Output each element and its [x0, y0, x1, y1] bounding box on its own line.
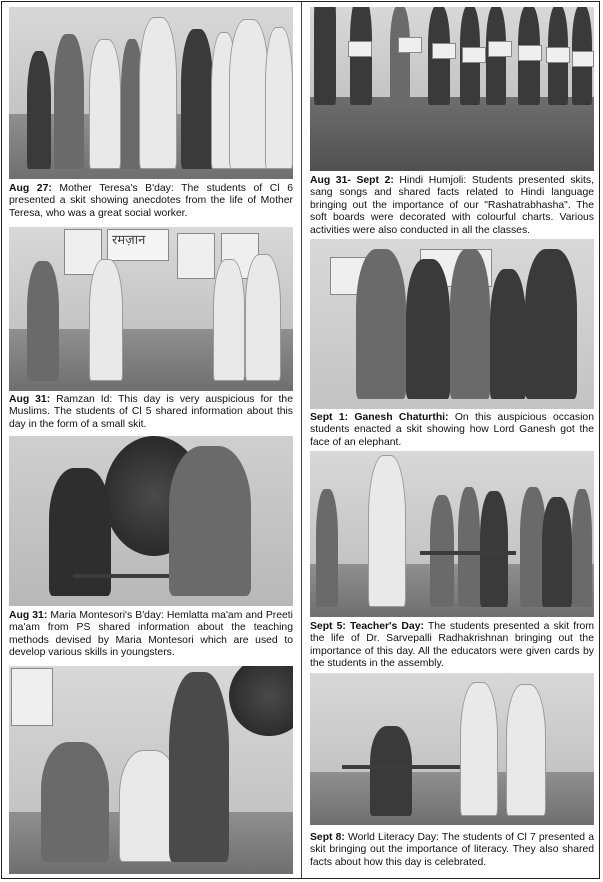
- caption-ganesh-chaturthi: Sept 1: Ganesh Chaturthi: On this auspicious occasion students enacted a skit showing how Lord Ganesh got the face of an elephant.: [310, 412, 594, 448]
- photo-maria-montessori: [9, 436, 293, 606]
- ramzan-board-text: रमज़ान: [112, 232, 146, 247]
- caption-teachers-day: Sept 5: Teacher's Day: The students presented a skit from the life of Dr. Sarvepalli Radhakrishnan bringing out the importance of this day. All the educators were given cards by the students in the assembly.: [310, 621, 594, 670]
- photo-ganesh-chaturthi: [310, 239, 594, 409]
- photo-ramzan-id-skit: [9, 227, 293, 391]
- photo-hindi-humjoli: [310, 7, 594, 171]
- caption-world-literacy-day: Sept 8: World Literacy Day: The students of Cl 7 presented a skit bringing out the importance of literacy. They also shared facts about how this day is celebrated.: [310, 832, 594, 868]
- photo-ganesh-skit-closeup: [9, 666, 293, 874]
- caption-mother-teresa: Aug 27: Mother Teresa's B'day: The students of Cl 6 presented a skit showing anecdotes from the life of Mother Teresa, who was a great social worker.: [9, 183, 293, 219]
- photo-mother-teresa-skit: [9, 7, 293, 179]
- caption-maria-montessori: Aug 31: Maria Montesori's B'day: Hemlatta ma'am and Preeti ma'am from PS shared information about the teaching methods devised by Maria Montesori which are used to develop various skills in youngsters.: [9, 610, 293, 659]
- caption-ramzan-id: Aug 31: Ramzan Id: This day is very auspicious for the Muslims. The students of Cl 5 shared information about this day in the form of a small skit.: [9, 394, 293, 430]
- photo-teachers-day: [310, 451, 594, 617]
- column-divider: [301, 2, 302, 878]
- photo-world-literacy-day: [310, 673, 594, 825]
- caption-hindi-humjoli: Aug 31- Sept 2: Hindi Humjoli: Students presented skits, sang songs and shared facts related to Hindi language bringing out the importance of our "Rashatrabhasha". The soft boards were decorated with colourful charts. Various activities were also conducted in all the classes.: [310, 175, 594, 236]
